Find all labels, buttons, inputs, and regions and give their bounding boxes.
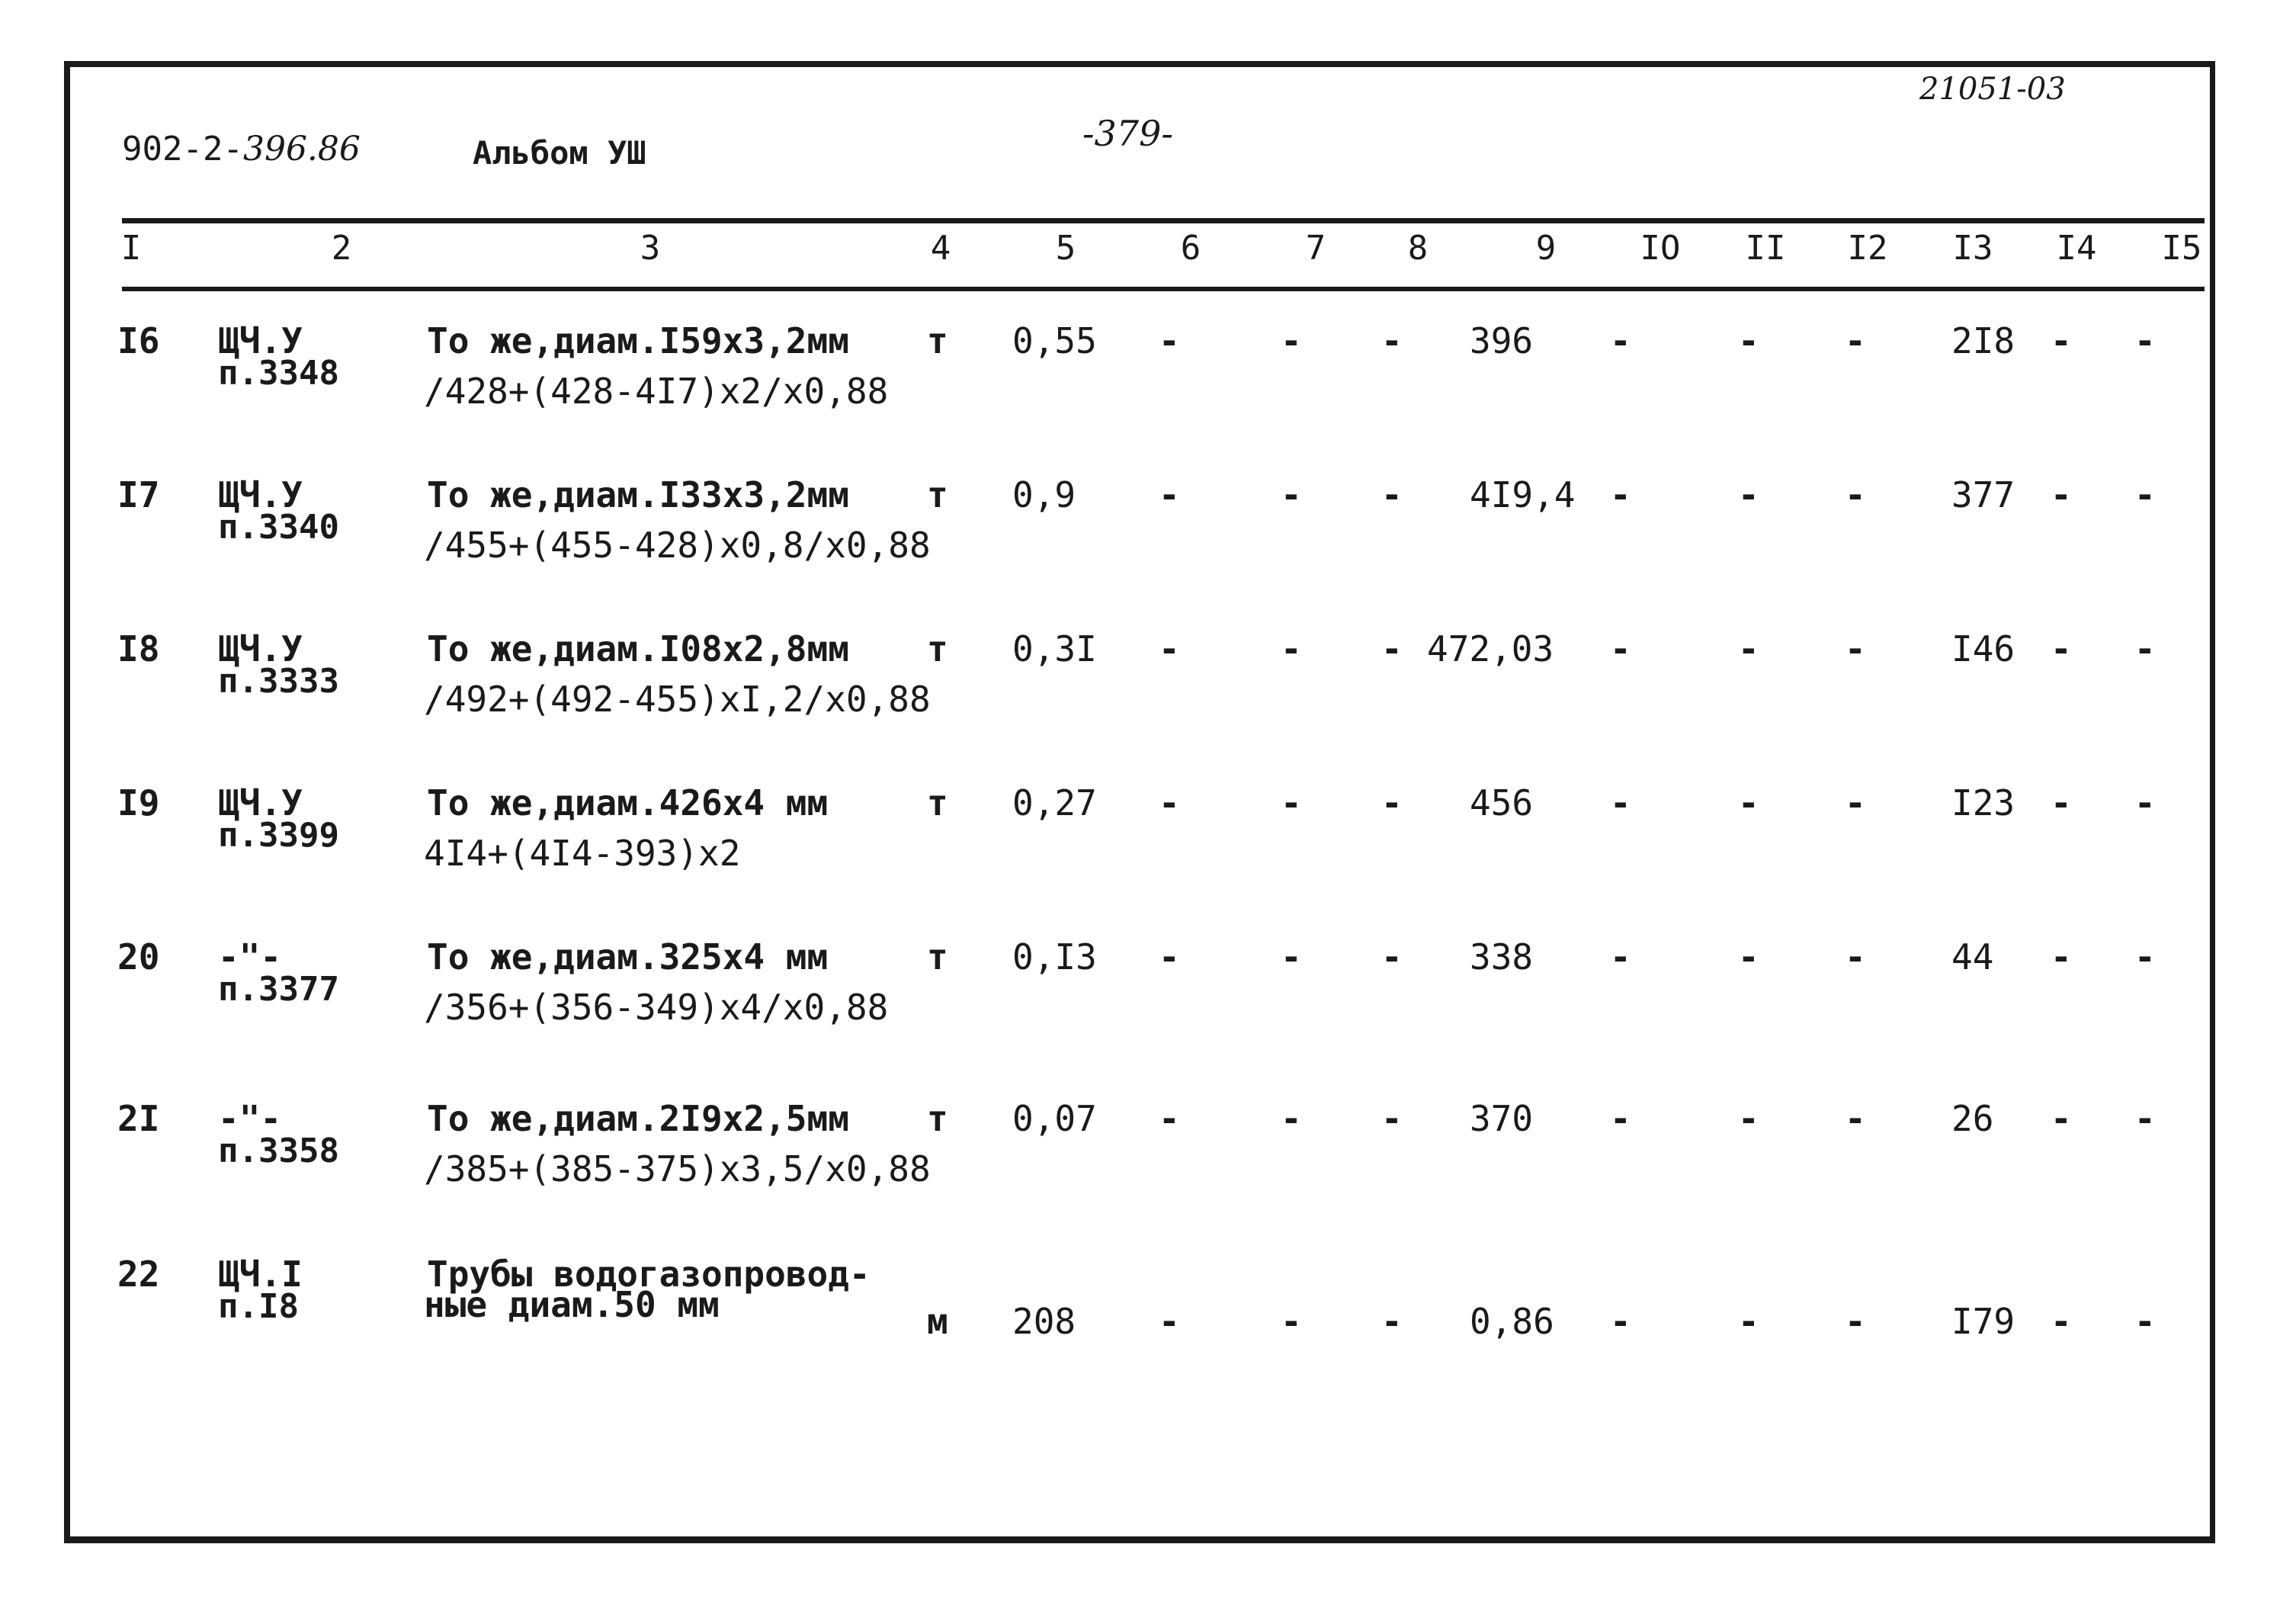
dash-c8: - — [1381, 628, 1403, 669]
column-number: I5 — [2161, 229, 2202, 268]
dash-c11: - — [1738, 320, 1759, 361]
row-number: 2I — [117, 1098, 160, 1139]
unit: т — [927, 320, 948, 361]
description-line-2: ные диам.50 мм — [424, 1284, 720, 1325]
column-number: I2 — [1847, 229, 1888, 268]
dash-c10: - — [1610, 628, 1631, 669]
description-line-1: То же,диам.I59x3,2мм — [427, 320, 849, 361]
row-number: I9 — [117, 782, 160, 823]
unit: т — [927, 782, 948, 823]
dash-c15: - — [2134, 1098, 2156, 1139]
dash-c8: - — [1381, 320, 1403, 361]
column-number: 4 — [930, 229, 951, 268]
dash-c8: - — [1381, 1098, 1403, 1139]
dash-c6: - — [1159, 1301, 1180, 1342]
dash-c12: - — [1845, 628, 1866, 669]
unit: м — [927, 1301, 948, 1342]
code-line-2: п.3358 — [218, 1132, 339, 1170]
header-bottom-rule — [122, 287, 2205, 291]
row-number: I8 — [117, 628, 160, 669]
dash-c10: - — [1610, 936, 1631, 978]
col9-value: 456 — [1470, 782, 1534, 823]
dash-c11: - — [1738, 936, 1759, 978]
description-line-2: /492+(492-455)xI,2/x0,88 — [424, 679, 931, 720]
dash-c7: - — [1281, 1301, 1302, 1342]
description-line-2: /428+(428-4I7)x2/x0,88 — [424, 371, 889, 412]
dash-c14: - — [2051, 936, 2072, 978]
dash-c12: - — [1845, 1301, 1866, 1342]
col5-value: 0,07 — [1012, 1098, 1097, 1139]
column-number: I — [120, 229, 142, 268]
code-line-2: п.I8 — [218, 1287, 299, 1326]
dash-c14: - — [2051, 1098, 2072, 1139]
unit: т — [927, 628, 948, 669]
column-number: 8 — [1407, 229, 1429, 268]
code-line-1: -"- — [218, 1098, 282, 1139]
col13-value: I79 — [1951, 1301, 2015, 1342]
series-handwritten: 396.86 — [242, 130, 361, 169]
dash-c15: - — [2134, 628, 2156, 669]
dash-c8: - — [1381, 1301, 1403, 1342]
col9-value: 370 — [1470, 1098, 1534, 1139]
dash-c7: - — [1281, 474, 1302, 515]
page-number: -379- — [1082, 113, 1173, 154]
dash-c7: - — [1281, 628, 1302, 669]
code-line-2: п.3348 — [218, 354, 339, 393]
col5-value: 0,9 — [1012, 474, 1076, 515]
code-line-2: п.3340 — [218, 508, 339, 547]
col13-value: I23 — [1951, 782, 2015, 823]
dash-c12: - — [1845, 782, 1866, 823]
col9-value: 472,03 — [1427, 628, 1554, 669]
code-line-2: п.3399 — [218, 816, 339, 855]
column-number: IO — [1640, 229, 1681, 268]
dash-c14: - — [2051, 782, 2072, 823]
column-number: 7 — [1305, 229, 1326, 268]
col9-value: 338 — [1470, 936, 1534, 978]
column-number: 9 — [1535, 229, 1557, 268]
code-line-2: п.3333 — [218, 662, 339, 701]
row-number: I7 — [117, 474, 160, 515]
dash-c14: - — [2051, 628, 2072, 669]
dash-c12: - — [1845, 1098, 1866, 1139]
code-line-1: ЩЧ.У — [218, 782, 303, 823]
dash-c10: - — [1610, 782, 1631, 823]
description-line-2: /356+(356-349)x4/x0,88 — [424, 987, 889, 1028]
dash-c15: - — [2134, 782, 2156, 823]
col9-value: 4I9,4 — [1470, 474, 1576, 515]
column-number: 5 — [1055, 229, 1076, 268]
dash-c14: - — [2051, 1301, 2072, 1342]
unit: т — [927, 474, 948, 515]
column-number: 3 — [640, 229, 661, 268]
dash-c12: - — [1845, 320, 1866, 361]
col9-value: 0,86 — [1470, 1301, 1554, 1342]
col13-value: 44 — [1951, 936, 1994, 978]
document-series — [122, 130, 361, 169]
dash-c12: - — [1845, 474, 1866, 515]
dash-c7: - — [1281, 782, 1302, 823]
dash-c11: - — [1738, 628, 1759, 669]
dash-c14: - — [2051, 474, 2072, 515]
dash-c12: - — [1845, 936, 1866, 978]
col13-value: 2I8 — [1951, 320, 2015, 361]
document-code: 21051-03 — [1919, 72, 2066, 107]
col13-value: 377 — [1951, 474, 2015, 515]
code-line-1: ЩЧ.У — [218, 474, 303, 515]
dash-c6: - — [1159, 474, 1180, 515]
series-prefix: 902-2- — [122, 130, 243, 169]
album-title: Альбом УШ — [473, 134, 646, 172]
row-number: 20 — [117, 936, 160, 978]
dash-c15: - — [2134, 320, 2156, 361]
description-line-1: Трубы водогазопровод- — [427, 1254, 871, 1295]
col5-value: 0,I3 — [1012, 936, 1097, 978]
dash-c11: - — [1738, 1098, 1759, 1139]
description-line-1: То же,диам.426x4 мм — [427, 782, 829, 823]
dash-c11: - — [1738, 1301, 1759, 1342]
dash-c7: - — [1281, 1098, 1302, 1139]
dash-c7: - — [1281, 936, 1302, 978]
col13-value: I46 — [1951, 628, 2015, 669]
description-line-2: /455+(455-428)x0,8/x0,88 — [424, 525, 931, 566]
dash-c11: - — [1738, 474, 1759, 515]
column-number: I4 — [2056, 229, 2097, 268]
description-line-1: То же,диам.2I9x2,5мм — [427, 1098, 849, 1139]
page-frame — [64, 61, 2215, 1543]
col9-value: 396 — [1470, 320, 1534, 361]
dash-c6: - — [1159, 320, 1180, 361]
description-line-2: /385+(385-375)x3,5/x0,88 — [424, 1148, 931, 1189]
dash-c10: - — [1610, 474, 1631, 515]
column-number: II — [1745, 229, 1786, 268]
dash-c8: - — [1381, 782, 1403, 823]
unit: т — [927, 1098, 948, 1139]
code-line-1: -"- — [218, 936, 282, 978]
dash-c6: - — [1159, 1098, 1180, 1139]
row-number: I6 — [117, 320, 160, 361]
row-number: 22 — [117, 1254, 160, 1295]
dash-c15: - — [2134, 1301, 2156, 1342]
code-line-2: п.3377 — [218, 970, 339, 1009]
code-line-1: ЩЧ.У — [218, 320, 303, 361]
description-line-1: То же,диам.I08x2,8мм — [427, 628, 849, 669]
dash-c8: - — [1381, 474, 1403, 515]
dash-c11: - — [1738, 782, 1759, 823]
dash-c10: - — [1610, 1098, 1631, 1139]
column-number: 6 — [1180, 229, 1201, 268]
col5-value: 0,3I — [1012, 628, 1097, 669]
dash-c6: - — [1159, 782, 1180, 823]
description-line-2: 4I4+(4I4-393)x2 — [424, 833, 741, 874]
column-number: 2 — [331, 229, 352, 268]
code-line-1: ЩЧ.У — [218, 628, 303, 669]
column-number: I3 — [1952, 229, 1993, 268]
col13-value: 26 — [1951, 1098, 1994, 1139]
description-line-1: То же,диам.I33x3,2мм — [427, 474, 849, 515]
description-line-1: То же,диам.325x4 мм — [427, 936, 829, 978]
table-top-rule — [122, 218, 2205, 223]
dash-c10: - — [1610, 320, 1631, 361]
dash-c7: - — [1281, 320, 1302, 361]
dash-c6: - — [1159, 628, 1180, 669]
dash-c15: - — [2134, 936, 2156, 978]
dash-c6: - — [1159, 936, 1180, 978]
col5-value: 208 — [1012, 1301, 1076, 1342]
dash-c14: - — [2051, 320, 2072, 361]
code-line-1: ЩЧ.I — [218, 1254, 303, 1295]
dash-c8: - — [1381, 936, 1403, 978]
col5-value: 0,55 — [1012, 320, 1097, 361]
dash-c10: - — [1610, 1301, 1631, 1342]
dash-c15: - — [2134, 474, 2156, 515]
col5-value: 0,27 — [1012, 782, 1097, 823]
unit: т — [927, 936, 948, 978]
